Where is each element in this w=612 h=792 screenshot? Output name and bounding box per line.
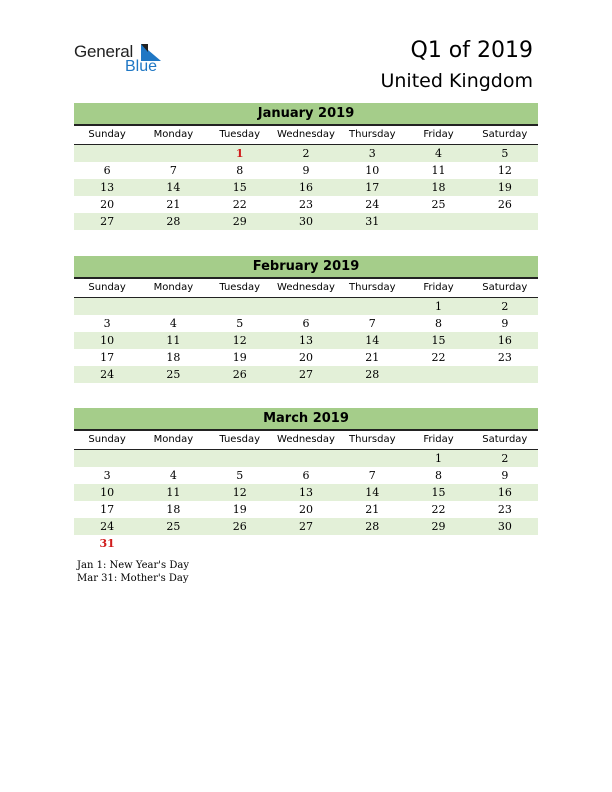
page-subtitle: United Kingdom	[380, 70, 533, 92]
logo	[74, 42, 174, 78]
week-row	[74, 450, 538, 467]
weekday-header-row	[74, 126, 538, 145]
day-cell: 12	[497, 164, 512, 177]
day-cell: 11	[431, 164, 446, 177]
empty-day-cell	[472, 366, 538, 383]
week-row	[74, 145, 538, 162]
weekday-label: Friday	[423, 129, 454, 140]
weekday-label: Friday	[423, 434, 454, 445]
empty-day-cell	[472, 213, 538, 230]
day-cell: 13	[298, 486, 313, 499]
day-cell: 27	[298, 368, 313, 381]
holiday-note: Jan 1: New Year's Day	[77, 560, 189, 571]
empty-day-cell	[74, 298, 140, 315]
day-cell: 13	[298, 334, 313, 347]
day-cell: 7	[169, 164, 177, 177]
week-row	[74, 162, 538, 179]
month-calendar	[74, 103, 538, 230]
week-row	[74, 518, 538, 535]
day-cell: 27	[100, 215, 115, 228]
empty-day-cell	[339, 298, 405, 315]
week-row	[74, 196, 538, 213]
week-row	[74, 298, 538, 315]
day-cell: 9	[302, 164, 310, 177]
month-title: March 2019	[74, 408, 538, 431]
day-cell: 16	[298, 181, 313, 194]
day-cell: 11	[166, 486, 181, 499]
day-cell: 27	[298, 520, 313, 533]
day-cell: 8	[435, 317, 443, 330]
day-cell: 24	[365, 198, 380, 211]
week-row	[74, 179, 538, 196]
day-cell: 3	[368, 147, 376, 160]
day-cell: 22	[431, 503, 446, 516]
day-cell: 11	[166, 334, 181, 347]
weekday-label: Tuesday	[219, 129, 261, 140]
empty-day-cell	[339, 450, 405, 467]
weekday-label: Tuesday	[219, 434, 261, 445]
month-title: February 2019	[74, 256, 538, 279]
day-cell: 12	[232, 486, 247, 499]
day-cell: 19	[232, 503, 247, 516]
day-cell: 23	[497, 503, 512, 516]
day-cell: 18	[166, 351, 181, 364]
day-cell: 31	[365, 215, 380, 228]
day-cell: 10	[365, 164, 380, 177]
empty-day-cell	[207, 298, 273, 315]
day-cell: 15	[431, 486, 446, 499]
empty-day-cell	[405, 213, 471, 230]
day-cell: 26	[232, 368, 247, 381]
day-cell: 9	[501, 469, 509, 482]
day-cell: 14	[365, 486, 380, 499]
day-cell: 4	[169, 469, 177, 482]
weekday-label: Tuesday	[219, 282, 261, 293]
day-cell: 8	[236, 164, 244, 177]
day-cell: 30	[497, 520, 512, 533]
day-cell: 7	[368, 317, 376, 330]
day-cell: 17	[365, 181, 380, 194]
day-cell: 10	[100, 486, 115, 499]
empty-day-cell	[140, 450, 206, 467]
day-cell: 3	[103, 469, 111, 482]
day-cell: 9	[501, 317, 509, 330]
empty-day-cell	[273, 450, 339, 467]
day-cell: 1	[435, 300, 443, 313]
week-row	[74, 332, 538, 349]
weekday-label: Sunday	[88, 129, 126, 140]
weekday-label: Thursday	[349, 434, 396, 445]
day-cell: 4	[435, 147, 443, 160]
day-cell: 13	[100, 181, 115, 194]
weekday-label: Wednesday	[277, 282, 335, 293]
day-cell: 12	[232, 334, 247, 347]
day-cell: 5	[236, 317, 244, 330]
weekday-label: Sunday	[88, 282, 126, 293]
weekday-label: Sunday	[88, 434, 126, 445]
day-cell: 26	[497, 198, 512, 211]
weekday-label: Wednesday	[277, 129, 335, 140]
day-cell: 21	[365, 503, 380, 516]
empty-day-cell	[140, 535, 206, 552]
empty-day-cell	[74, 450, 140, 467]
month-calendar	[74, 408, 538, 552]
day-cell: 31	[99, 537, 115, 550]
day-cell: 20	[298, 503, 313, 516]
day-cell: 29	[431, 520, 446, 533]
empty-day-cell	[207, 535, 273, 552]
day-cell: 10	[100, 334, 115, 347]
day-cell: 24	[100, 520, 115, 533]
week-row	[74, 535, 538, 552]
week-row	[74, 484, 538, 501]
day-cell: 6	[302, 469, 310, 482]
day-cell: 14	[365, 334, 380, 347]
week-row	[74, 467, 538, 484]
weekday-label: Saturday	[482, 129, 528, 140]
weekday-header-row	[74, 431, 538, 450]
day-cell: 22	[232, 198, 247, 211]
month-calendar	[74, 256, 538, 383]
day-cell: 21	[166, 198, 181, 211]
day-cell: 26	[232, 520, 247, 533]
week-row	[74, 366, 538, 383]
weekday-label: Saturday	[482, 282, 528, 293]
weekday-label: Monday	[153, 129, 194, 140]
day-cell: 8	[435, 469, 443, 482]
day-cell: 29	[232, 215, 247, 228]
logo-blue-text: Blue	[125, 58, 158, 75]
day-cell: 18	[431, 181, 446, 194]
day-cell: 20	[298, 351, 313, 364]
empty-day-cell	[273, 535, 339, 552]
day-cell: 16	[497, 334, 512, 347]
day-cell: 28	[166, 215, 181, 228]
day-cell: 19	[232, 351, 247, 364]
weekday-label: Friday	[423, 282, 454, 293]
weekday-label: Wednesday	[277, 434, 335, 445]
day-cell: 1	[435, 452, 443, 465]
empty-day-cell	[74, 145, 140, 162]
day-cell: 18	[166, 503, 181, 516]
day-cell: 2	[302, 147, 310, 160]
day-cell: 20	[100, 198, 115, 211]
weekday-header-row	[74, 279, 538, 298]
week-row	[74, 349, 538, 366]
day-cell: 17	[100, 503, 115, 516]
day-cell: 2	[501, 452, 509, 465]
day-cell: 24	[100, 368, 115, 381]
day-cell: 17	[100, 351, 115, 364]
day-cell: 28	[365, 368, 380, 381]
page-title: Q1 of 2019	[410, 38, 533, 63]
empty-day-cell	[207, 450, 273, 467]
day-cell: 3	[103, 317, 111, 330]
day-cell: 25	[166, 368, 181, 381]
day-cell: 15	[431, 334, 446, 347]
day-cell: 7	[368, 469, 376, 482]
day-cell: 22	[431, 351, 446, 364]
weekday-label: Monday	[153, 282, 194, 293]
day-cell: 6	[103, 164, 111, 177]
empty-day-cell	[273, 298, 339, 315]
week-row	[74, 501, 538, 518]
holiday-notes	[77, 559, 189, 585]
day-cell: 25	[431, 198, 446, 211]
day-cell: 5	[501, 147, 509, 160]
day-cell: 1	[235, 147, 244, 160]
empty-day-cell	[405, 535, 471, 552]
day-cell: 4	[169, 317, 177, 330]
weekday-label: Saturday	[482, 434, 528, 445]
empty-day-cell	[472, 535, 538, 552]
day-cell: 28	[365, 520, 380, 533]
day-cell: 19	[497, 181, 512, 194]
empty-day-cell	[405, 366, 471, 383]
weekday-label: Thursday	[349, 282, 396, 293]
day-cell: 23	[497, 351, 512, 364]
week-row	[74, 213, 538, 230]
day-cell: 15	[232, 181, 247, 194]
day-cell: 6	[302, 317, 310, 330]
weekday-label: Monday	[153, 434, 194, 445]
logo-general-text: General	[74, 42, 134, 61]
month-title: January 2019	[74, 103, 538, 126]
week-row	[74, 315, 538, 332]
weekday-label: Thursday	[349, 129, 396, 140]
empty-day-cell	[140, 298, 206, 315]
holiday-note: Mar 31: Mother's Day	[77, 573, 189, 584]
day-cell: 25	[166, 520, 181, 533]
day-cell: 14	[166, 181, 181, 194]
day-cell: 21	[365, 351, 380, 364]
empty-day-cell	[140, 145, 206, 162]
day-cell: 5	[236, 469, 244, 482]
day-cell: 30	[298, 215, 313, 228]
day-cell: 2	[501, 300, 509, 313]
day-cell: 23	[298, 198, 313, 211]
empty-day-cell	[339, 535, 405, 552]
day-cell: 16	[497, 486, 512, 499]
